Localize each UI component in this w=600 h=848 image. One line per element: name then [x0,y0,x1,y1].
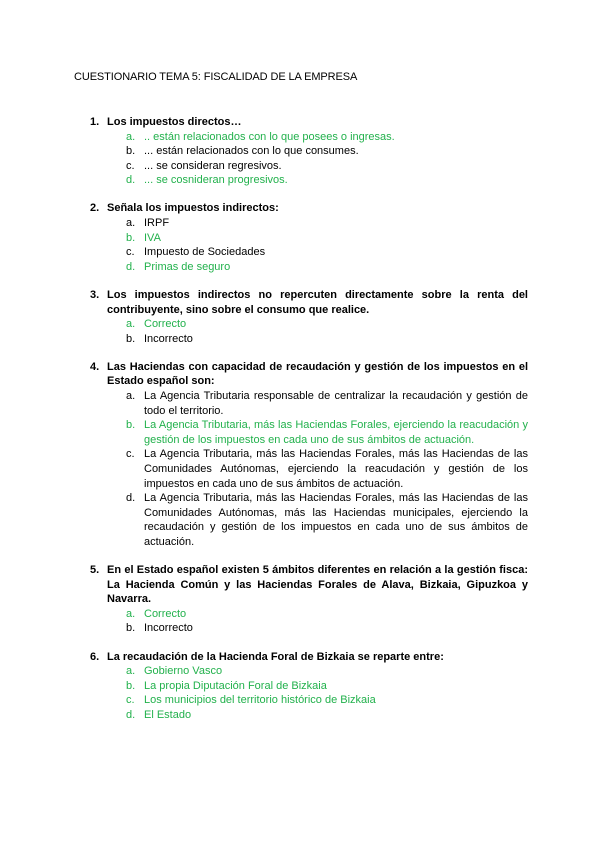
option-text: ... están relacionados con lo que consumes. [144,145,359,158]
option-letter: a. [126,217,136,230]
option-letter: b. [126,332,136,345]
option-text: .. están relacionados con lo que posees o ingresas. [144,130,395,143]
option-text: Impuesto de Sociedades [144,246,266,259]
option-text: Primas de seguro [144,260,231,273]
option-4-b [90,418,528,447]
question-number: 5. [90,564,100,577]
option-letter: a. [126,318,136,331]
question-text [90,650,528,665]
question-number: 6. [90,650,100,663]
option-letter: d. [126,492,136,505]
option-letter: c. [126,448,135,461]
option-4-c [90,447,528,491]
option-text: El Estado [144,708,192,721]
option-1-a [90,130,528,145]
option-letter: d. [126,708,136,721]
option-text: La Agencia Tributaria, más las Haciendas Forales, ejerciendo la reacudación y gestión de los impuestos en cada uno de sus ámbitos de actuación. [144,419,528,446]
question-number: 2. [90,202,100,215]
option-text: Correcto [144,607,187,620]
option-text: ... se cosnideran progresivos. [144,174,288,187]
option-letter: c. [126,246,135,259]
question-statement: Los impuestos indirectos no repercuten directamente sobre la renta del contribuyente, sino sobre el consumo que realice. [107,288,528,316]
option-list [90,216,528,274]
option-letter: b. [126,622,136,635]
option-text: Los municipios del territorio histórico de Bizkaia [144,694,376,707]
option-text: Gobierno Vasco [144,665,223,678]
option-text: IRPF [144,217,170,230]
question-statement: La recaudación de la Hacienda Foral de Bizkaia se reparte entre: [107,650,444,663]
option-4-a [90,389,528,418]
option-2-a [90,216,528,231]
question-text [90,360,528,389]
option-2-d [90,260,528,275]
question-number: 3. [90,288,100,301]
option-list [90,607,528,636]
option-letter: b. [126,231,136,244]
option-letter: a. [126,665,136,678]
option-6-d [90,708,528,723]
option-3-b [90,332,528,347]
option-letter: b. [126,419,136,432]
question-statement: En el Estado español existen 5 ámbitos diferentes en relación a la gestión fisca: La Hacienda Común y las Haciendas Forales de Alava, Bizkaia, Gipuzkoa y Navarra. [107,564,528,606]
option-text: La Agencia Tributaria, más las Haciendas Forales, más las Haciendas de las Comunidades Autónomas, ejerciendo la reacudación y gestión de los impuestos en cada uno de sus ámbitos de actuación. [144,448,528,490]
option-6-a [90,664,528,679]
document-title: CUESTIONARIO TEMA 5: FISCALIDAD DE LA EMPRESA [74,71,358,83]
question-1 [90,115,528,188]
question-text [90,201,528,216]
question-2 [90,201,528,274]
question-list [90,115,528,736]
option-text: La Agencia Tributaria responsable de centralizar la recaudación y gestión de todo el territorio. [144,390,528,417]
option-list [90,389,528,550]
option-5-b [90,621,528,636]
option-text: Correcto [144,318,187,331]
question-4 [90,360,528,550]
question-statement: Las Haciendas con capacidad de recaudación y gestión de los impuestos en el Estado español son: [107,360,528,388]
option-1-c [90,159,528,174]
option-2-c [90,245,528,260]
option-letter: a. [126,390,136,402]
option-6-b [90,679,528,694]
option-text: Incorrecto [144,332,193,345]
option-letter: d. [126,174,136,187]
option-list [90,664,528,722]
question-text [90,563,528,607]
option-text: La propia Diputación Foral de Bizkaia [144,679,327,692]
question-number: 4. [90,360,100,373]
option-letter: c. [126,694,135,707]
option-letter: d. [126,260,136,273]
option-letter: c. [126,159,135,172]
question-text [90,115,528,130]
question-statement: Señala los impuestos indirectos: [107,202,279,215]
option-text: ... se consideran regresivos. [144,159,282,172]
option-text: IVA [144,231,161,244]
option-text: La Agencia Tributaria, más las Haciendas Forales, más las Haciendas de las Comunidades Autónomas, más las Haciendas municipales, ejerciendo la recaudación y gestión de los impuestos en cada uno de sus ámbitos de actuación. [144,492,528,548]
option-1-d [90,173,528,188]
question-number: 1. [90,116,100,128]
option-letter: a. [126,607,136,620]
option-list [90,130,528,188]
option-1-b [90,144,528,159]
option-list [90,317,528,346]
option-text: Incorrecto [144,622,193,635]
option-4-d [90,491,528,549]
option-6-c [90,693,528,708]
question-6 [90,650,528,723]
option-letter: b. [126,679,136,692]
option-2-b [90,231,528,246]
option-3-a [90,317,528,332]
option-5-a [90,607,528,622]
question-text [90,288,528,317]
option-letter: b. [126,145,136,158]
question-3 [90,288,528,346]
question-5 [90,563,528,636]
question-statement: Los impuestos directos… [107,116,242,128]
option-letter: a. [126,130,136,143]
